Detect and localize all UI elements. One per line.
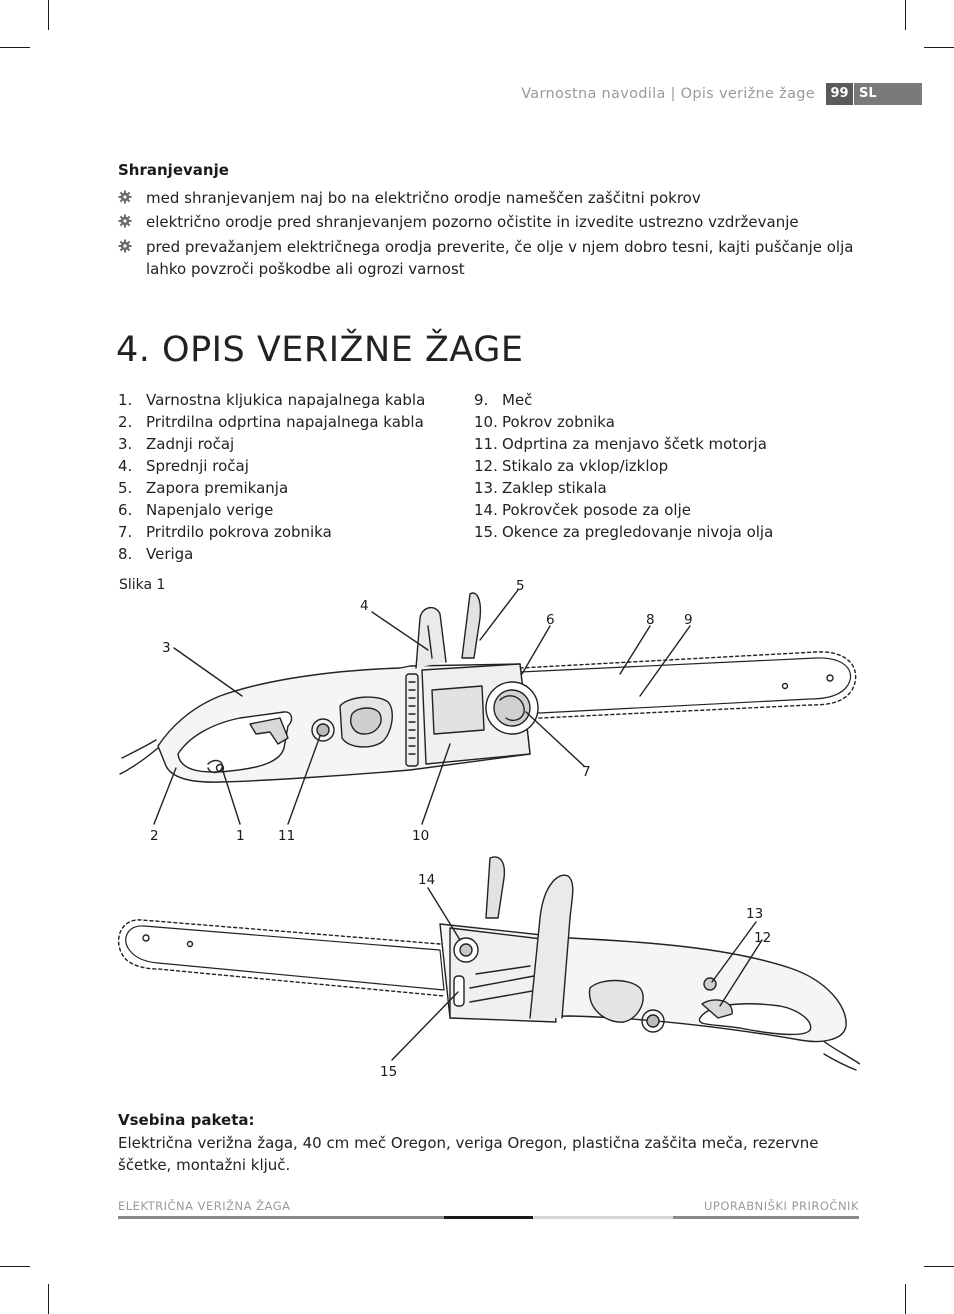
list-item: 2. Pritrdilna odprtina napajalnega kabla [118, 413, 424, 431]
storage-heading: Shranjevanje [118, 161, 229, 179]
crop-mark [48, 0, 49, 30]
oil-level-window [454, 976, 464, 1006]
list-item: 7. Pritrdilo pokrova zobnika [118, 523, 332, 541]
callout-4: 4 [360, 598, 369, 614]
package-text: Električna verižna žaga, 40 cm meč Oregon, veriga Oregon, plastična zaščita meča, rezervne ščetke, montažni ključ. [118, 1134, 819, 1174]
footer-bar [673, 1216, 859, 1219]
callout-6: 6 [546, 612, 555, 628]
running-header: Varnostna navodila | Opis verižne žage [521, 86, 815, 102]
language-badge: SL [854, 83, 922, 105]
crop-mark [48, 1284, 49, 1314]
callout-5: 5 [516, 578, 525, 594]
front-handle [416, 608, 446, 668]
list-item: 8. Veriga [118, 545, 194, 563]
callout-14: 14 [418, 872, 436, 888]
callout-2: 2 [150, 828, 159, 844]
parts-list-left [118, 389, 458, 565]
callout-8: 8 [646, 612, 655, 628]
crop-mark [0, 1266, 30, 1267]
list-item [118, 236, 863, 280]
figure-label: Slika 1 [119, 577, 166, 593]
parts-list-right [474, 389, 854, 543]
callout-9: 9 [684, 612, 693, 628]
saw-chain [119, 920, 444, 996]
hand-guard [486, 857, 504, 918]
list-item: 1. Varnostna kljukica napajalnega kabla [118, 391, 426, 409]
footer-bar [118, 1216, 444, 1219]
crop-mark [924, 47, 954, 48]
footer-bar [444, 1216, 533, 1219]
list-item: 4. Sprednji ročaj [118, 457, 249, 475]
crop-mark [0, 47, 30, 48]
callout-10: 10 [412, 828, 430, 844]
list-item: 5. Zapora premikanja [118, 479, 289, 497]
gear-bullet-icon [118, 214, 132, 228]
list-item: 3. Zadnji ročaj [118, 435, 235, 453]
list-item: 14. Pokrovček posode za olje [474, 501, 691, 519]
callout-13: 13 [746, 906, 764, 922]
footer-left: ELEKTRIČNA VERIŽNA ŽAGA [118, 1199, 291, 1213]
list-item-text: električno orodje pred shranjevanjem pozorno očistite in izvedite ustrezno vzdrževanje [146, 213, 799, 231]
list-item: 11. Odprtina za menjavo ščetk motorja [474, 435, 767, 453]
footer-right: UPORABNIŠKI PRIROČNIK [704, 1199, 859, 1213]
footer-bar [533, 1216, 673, 1219]
callout-15: 15 [380, 1064, 398, 1080]
list-item-text: med shranjevanjem naj bo na električno orodje nameščen zaščitni pokrov [146, 189, 701, 207]
chainsaw-illustration [110, 578, 860, 1090]
list-item: 6. Napenjalo verige [118, 501, 274, 519]
crop-mark [905, 0, 906, 30]
callout-3: 3 [162, 640, 171, 656]
package-heading: Vsebina paketa: [118, 1111, 255, 1129]
gear-bullet-icon [118, 239, 132, 253]
list-item: 13. Zaklep stikala [474, 479, 607, 497]
guide-bar [520, 658, 851, 714]
list-item [118, 211, 863, 233]
callout-7: 7 [582, 764, 591, 780]
list-item: 9. Meč [474, 391, 533, 409]
page-number: 99 [826, 83, 853, 105]
callout-11: 11 [278, 828, 296, 844]
list-item [118, 187, 863, 209]
gear-bullet-icon [118, 190, 132, 204]
callout-12: 12 [754, 930, 772, 946]
list-item: 15. Okence za pregledovanje nivoja olja [474, 523, 774, 541]
list-item: 10. Pokrov zobnika [474, 413, 615, 431]
callout-1: 1 [236, 828, 245, 844]
power-cord [120, 748, 158, 774]
crop-mark [905, 1284, 906, 1314]
hand-guard [462, 593, 480, 658]
list-item-text: pred prevažanjem električnega orodja preverite, če olje v njem dobro tesni, kajti puščanje olja lahko povzroči poškodbe ali ogrozi varnost [146, 238, 854, 278]
crop-mark [924, 1266, 954, 1267]
section-title: 4. OPIS VERIŽNE ŽAGE [116, 330, 524, 370]
saw-chain [520, 652, 856, 719]
list-item: 12. Stikalo za vklop/izklop [474, 457, 669, 475]
